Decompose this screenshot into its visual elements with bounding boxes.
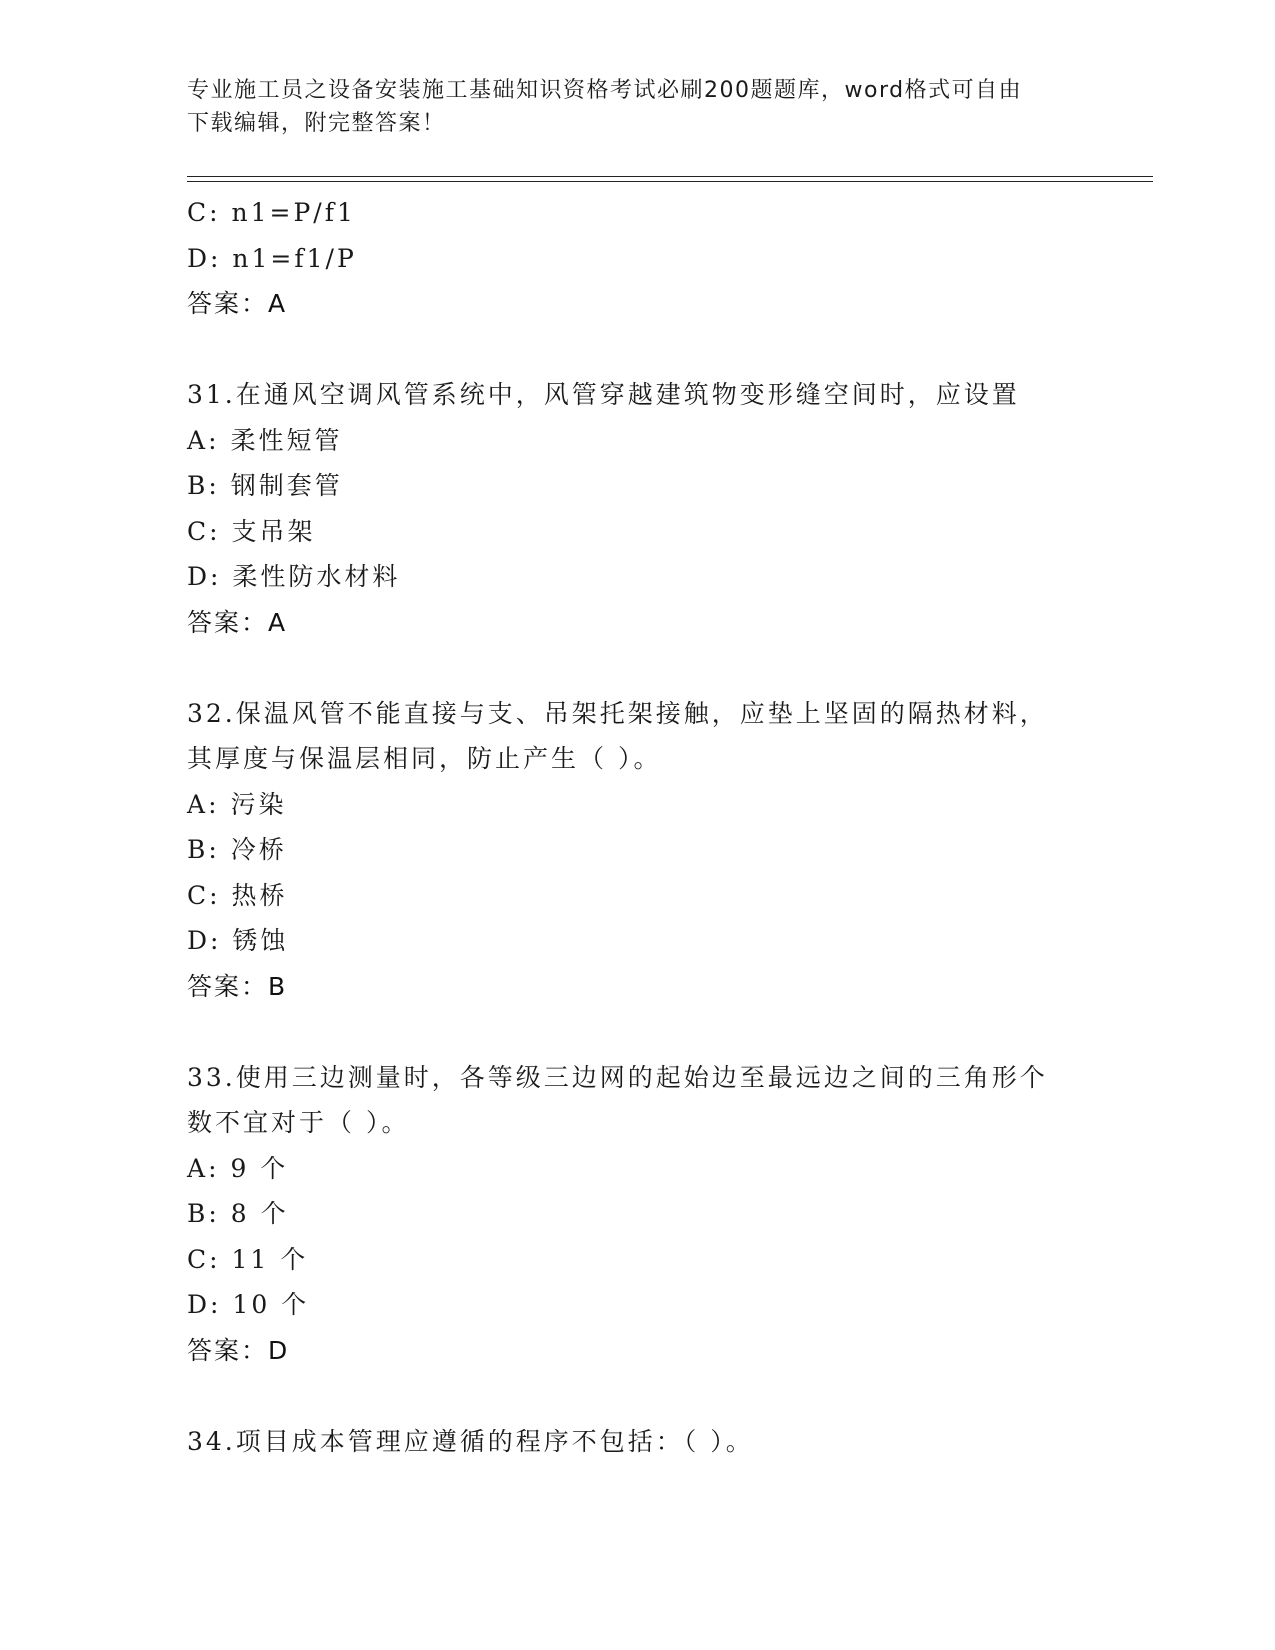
spacer <box>187 1373 1147 1419</box>
header-line-2: 下载编辑，附完整答案！ <box>187 111 446 136</box>
question-33 <box>187 1055 1147 1374</box>
header-rule-bottom <box>187 181 1153 182</box>
option-a: A: 柔性短管 <box>187 425 343 455</box>
option-c: C: 11 个 <box>187 1244 309 1274</box>
option-a: A: 污染 <box>187 789 287 819</box>
spacer <box>187 1009 1147 1055</box>
option-b: B: 冷桥 <box>187 835 287 864</box>
option-d: D: n1=f1/P <box>187 243 357 273</box>
question-32 <box>187 691 1147 1010</box>
question-34 <box>187 1419 1147 1465</box>
question-text-continued: 数不宜对于（ ）。 <box>187 1108 410 1137</box>
question-31 <box>187 372 1147 645</box>
answer-line: 答案：A <box>187 607 288 637</box>
header-line-1: 专业施工员之设备安装施工基础知识资格考试必刷200题题库，word格式可自由 <box>187 78 1023 103</box>
option-d: D: 锈蚀 <box>187 926 289 955</box>
answer-line: 答案：A <box>187 289 288 318</box>
continued-question <box>187 190 1147 327</box>
document-content <box>187 190 1147 1464</box>
option-c: C: 热桥 <box>187 880 288 910</box>
spacer <box>187 327 1147 373</box>
spacer <box>187 645 1147 691</box>
option-c: C: n1=P/f1 <box>187 198 356 227</box>
question-text: 32.保温风管不能直接与支、吊架托架接触，应垫上坚固的隔热材料， <box>187 698 1048 728</box>
question-text: 31.在通风空调风管系统中，风管穿越建筑物变形缝空间时，应设置 <box>187 380 1020 409</box>
option-a: A: 9 个 <box>187 1153 289 1183</box>
header-rule-top <box>187 176 1153 177</box>
option-b: B: 8 个 <box>187 1199 289 1228</box>
question-text: 33.使用三边测量时，各等级三边网的起始边至最远边之间的三角形个 <box>187 1062 1048 1092</box>
page-header <box>187 74 1067 140</box>
question-text-continued: 其厚度与保温层相同，防止产生（ ）。 <box>187 744 662 773</box>
question-text: 34.项目成本管理应遵循的程序不包括：（ ）。 <box>187 1426 754 1456</box>
answer-line: 答案：B <box>187 971 288 1001</box>
option-c: C: 支吊架 <box>187 516 316 546</box>
option-b: B: 钢制套管 <box>187 471 343 500</box>
option-d: D: 10 个 <box>187 1290 310 1319</box>
option-d: D: 柔性防水材料 <box>187 562 401 591</box>
answer-line: 答案：D <box>187 1335 290 1365</box>
